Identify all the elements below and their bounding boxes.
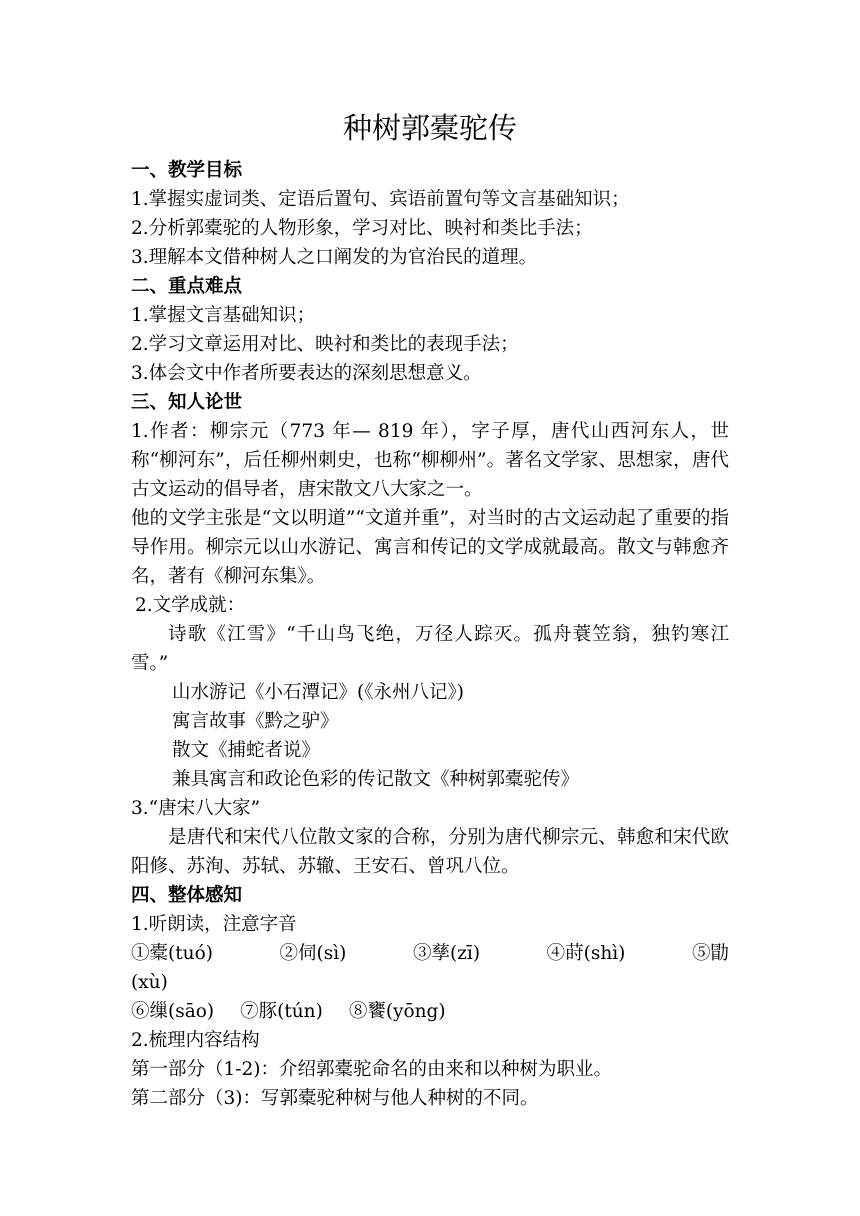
work-item: 山水游记《小石潭记》(《永州八记》) — [172, 682, 464, 703]
pronunciation-item: ②伺(sì) — [279, 943, 347, 964]
pronunciation-item: ⑤勖 — [691, 943, 729, 964]
section-heading-background: 三、知人论世 — [131, 392, 243, 413]
poem-paragraph: 诗歌《江雪》“千山鸟飞绝，万径人踪灭。孤舟蓑笠翁，独钓寒江雪。” — [131, 624, 729, 674]
pronunciation-row — [131, 997, 729, 1026]
pronunciation-item: ③孳(zī) — [412, 943, 481, 964]
pronunciation-wrap: (xù) — [131, 972, 168, 993]
pronunciation-item: ⑦豚(tún) — [240, 1001, 323, 1022]
work-item: 寓言故事《黔之驴》 — [172, 711, 339, 732]
achievements-label: 2.文学成就： — [135, 595, 246, 616]
key-point-item: 1.掌握文言基础知识； — [131, 305, 316, 326]
document-page — [131, 100, 729, 1113]
key-point-item: 2.学习文章运用对比、映衬和类比的表现手法； — [131, 334, 519, 355]
pronunciation-item: ⑥缫(sāo) — [131, 1001, 215, 1022]
pronunciation-item: ①橐(tuó) — [131, 943, 213, 964]
pronunciation-item: ④莳(shì) — [546, 943, 626, 964]
structure-part: 第二部分（3)：写郭橐驼种树与他人种树的不同。 — [131, 1088, 539, 1109]
key-point-item: 3.体会文中作者所要表达的深刻思想意义。 — [131, 363, 482, 384]
structure-label: 2.梳理内容结构 — [131, 1030, 260, 1051]
work-item: 散文《捕蛇者说》 — [172, 740, 321, 761]
literary-ideas-paragraph: 他的文学主张是“文以明道”“文道并重”，对当时的古文运动起了重要的指导作用。柳宗元以山水游记、寓言和传记的文学成就最高。散文与韩愈齐名，著有《柳河东集》。 — [131, 508, 729, 587]
goal-item: 2.分析郭橐驼的人物形象，学习对比、映衬和类比手法； — [131, 218, 593, 239]
document-title: 种树郭橐驼传 — [342, 111, 517, 145]
section-heading-overview: 四、整体感知 — [131, 885, 243, 906]
work-item: 兼具寓言和政论色彩的传记散文《种树郭橐驼传》 — [172, 769, 580, 790]
goal-item: 1.掌握实虚词类、定语后置句、宾语前置句等文言基础知识； — [131, 189, 630, 210]
section-heading-key-points: 二、重点难点 — [131, 276, 243, 297]
eight-masters-paragraph: 是唐代和宋代八位散文家的合称，分别为唐代柳宗元、韩愈和宋代欧阳修、苏洵、苏轼、苏辙、王安石、曾巩八位。 — [131, 827, 729, 877]
listen-label: 1.听朗读，注意字音 — [131, 914, 297, 935]
pronunciation-item: ⑧饔(yōng) — [348, 1001, 446, 1022]
eight-masters-label: 3.“唐宋八大家” — [131, 798, 261, 819]
structure-part: 第一部分（1-2)：介绍郭橐驼命名的由来和以种树为职业。 — [131, 1059, 613, 1080]
author-paragraph: 1.作者：柳宗元（773 年— 819 年），字子厚，唐代山西河东人，世称“柳河东”，后任柳州刺史，也称“柳柳州”。著名文学家、思想家，唐代古文运动的倡导者，唐宋散文八大家之一。 — [131, 421, 729, 500]
goal-item: 3.理解本文借种树人之口阐发的为官治民的道理。 — [131, 247, 538, 268]
section-heading-goals: 一、教学目标 — [131, 160, 243, 181]
pronunciation-row — [131, 939, 729, 968]
